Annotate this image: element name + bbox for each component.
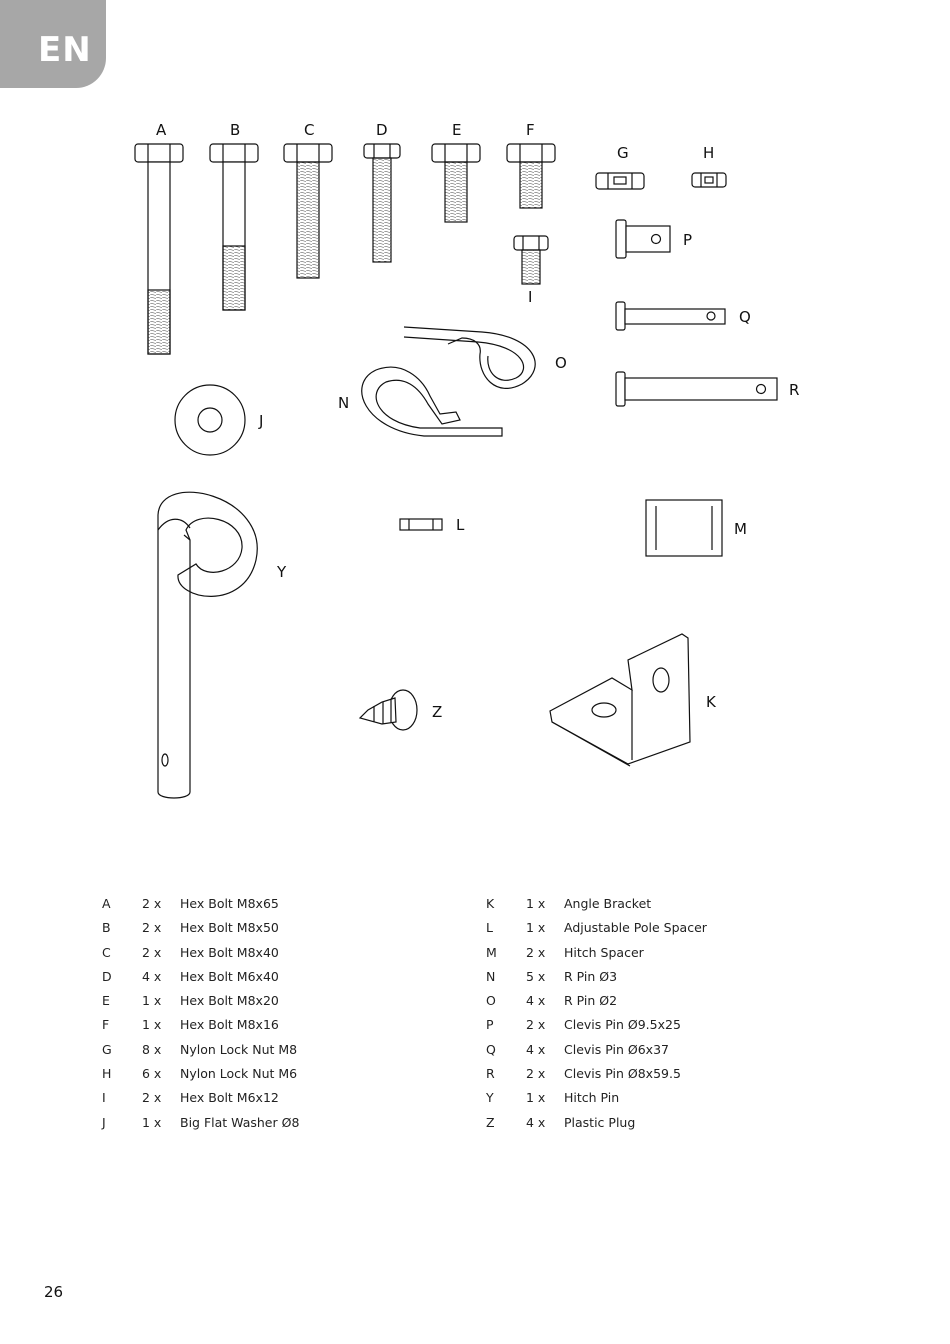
label-h: H — [703, 144, 715, 162]
plastic-plug-z — [360, 690, 417, 730]
label-y: Y — [277, 563, 287, 581]
bolt-f — [507, 144, 555, 208]
nut-g — [596, 173, 644, 189]
hitch-pin-y — [158, 492, 257, 798]
label-g: G — [617, 144, 629, 162]
label-o: O — [555, 354, 567, 372]
label-n: N — [338, 394, 350, 412]
label-l: L — [456, 516, 465, 534]
clevis-pin-q — [616, 302, 725, 330]
bolt-a — [135, 144, 183, 354]
label-c: C — [304, 121, 315, 139]
bolt-e — [432, 144, 480, 222]
clevis-pin-p — [616, 220, 670, 258]
bolt-b — [210, 144, 258, 310]
page-number: 26 — [44, 1283, 64, 1301]
label-a: A — [156, 121, 167, 139]
label-m: M — [734, 520, 747, 538]
washer-j — [175, 385, 245, 455]
label-q: Q — [739, 308, 751, 326]
nut-h — [692, 173, 726, 187]
angle-bracket-k — [550, 634, 690, 766]
label-r: R — [789, 381, 800, 399]
bolt-i — [514, 236, 548, 284]
clevis-pin-r — [616, 372, 777, 406]
label-d: D — [376, 121, 388, 139]
label-p: P — [683, 231, 693, 249]
bolt-c — [284, 144, 332, 278]
spacer-l — [400, 519, 442, 530]
label-i: I — [528, 288, 533, 306]
spacer-m — [646, 500, 722, 556]
bolt-d — [364, 144, 400, 262]
label-k: K — [706, 693, 716, 711]
label-j: J — [259, 412, 264, 430]
label-b: B — [230, 121, 241, 139]
language-code: EN — [38, 30, 92, 70]
label-f: F — [526, 121, 535, 139]
r-pin-n — [362, 367, 502, 436]
label-e: E — [452, 121, 462, 139]
r-pin-o — [404, 327, 535, 388]
label-z: Z — [432, 703, 443, 721]
